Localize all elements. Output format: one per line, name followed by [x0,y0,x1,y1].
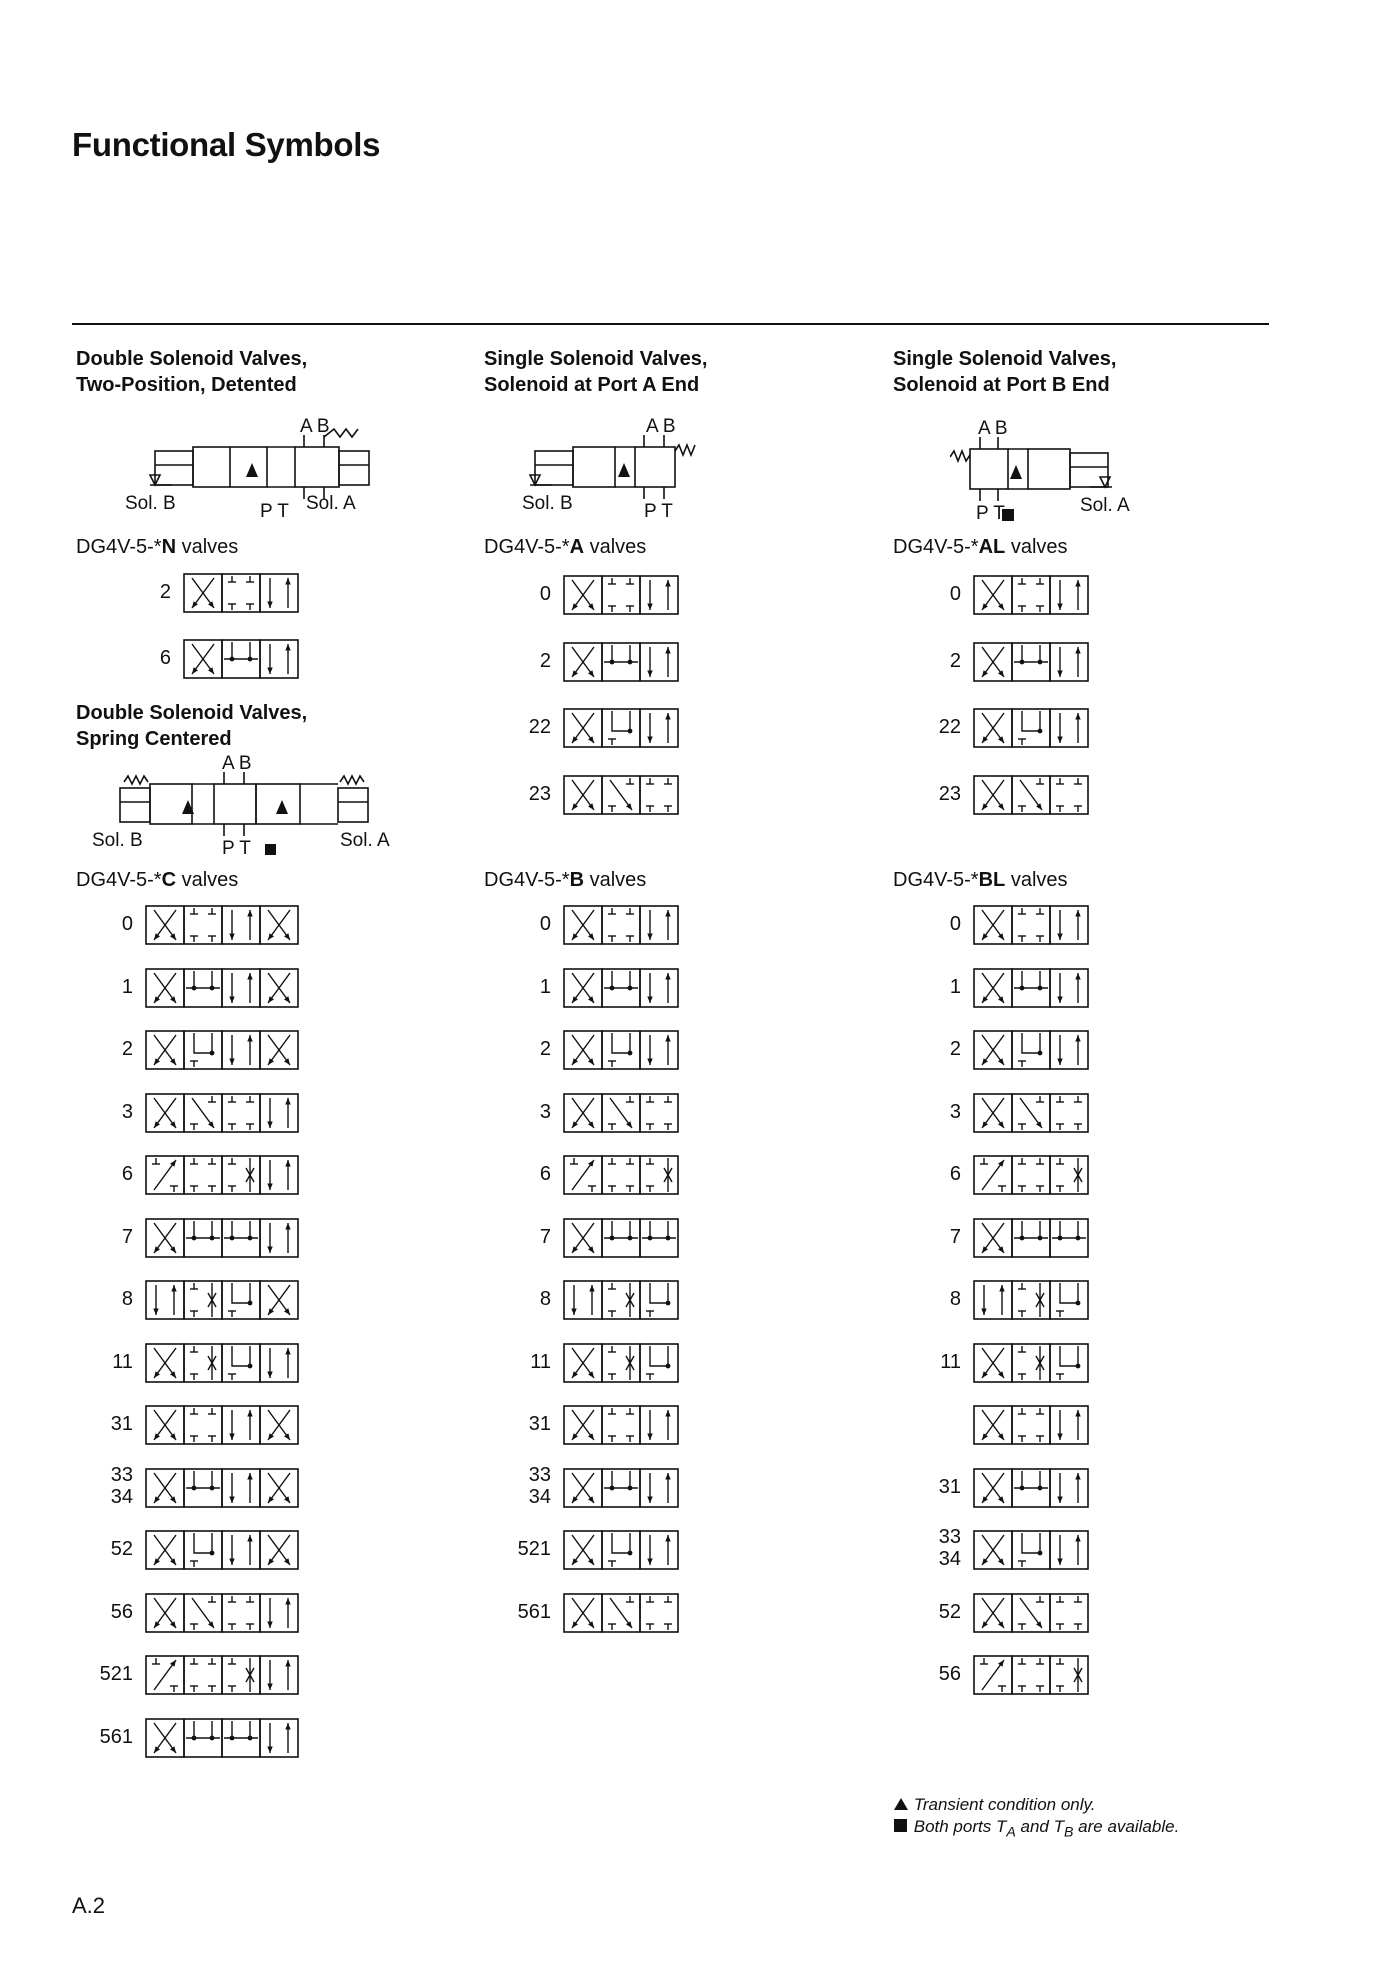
port-b-caption-b-suffix: valves [1005,869,1068,891]
valve-spool-symbol [563,642,679,682]
detented-sol-a: Sol. A [306,493,356,514]
port-a-port-pt: P T [644,501,673,522]
symbol-code-label: 0 [539,583,551,605]
port-a-valve-symbol [510,415,730,525]
valve-spool-symbol [973,642,1089,682]
valve-spool-symbol [563,968,679,1008]
port-a-caption-b-code: B [569,869,585,891]
spring-centered-caption-suffix: valves [176,869,239,891]
symbol-code-label: 11 [940,1350,961,1373]
symbol-code-label: 3 [949,1100,961,1123]
valve-spool-symbol [563,1155,679,1195]
legend-triangle-row [893,1794,1179,1816]
symbol-code-label: 6 [539,1163,551,1185]
spring-centered-sol-b: Sol. B [92,830,143,851]
symbol-code-label: 7 [949,1225,961,1248]
port-a-port-ab: A B [646,416,676,437]
port-b-caption-b-code: BL [978,869,1006,891]
port-b-caption-a-code: AL [978,536,1006,558]
valve-spool-symbol [563,1030,679,1070]
valve-spool-symbol [563,1468,679,1508]
symbol-code-label: 8 [121,1288,133,1310]
port-b-caption-a [893,535,1068,559]
valve-spool-symbol [145,1343,299,1383]
symbol-code-label: 52 [110,1538,133,1560]
valve-spool-symbol [563,775,679,815]
symbol-code-label: 1 [949,975,961,998]
symbol-code-label: 2 [949,649,961,672]
legend-square-suffix: are available. [1073,1817,1180,1836]
port-b-sol-a: Sol. A [1080,495,1130,516]
symbol-code-label: 31 [110,1413,133,1435]
symbol-code-label: 0 [949,583,961,605]
port-b-caption-b [893,868,1068,892]
valve-spool-symbol [183,573,299,613]
port-b-valve-symbol [950,417,1150,527]
symbol-code-label: 3 [539,1100,551,1123]
spring-centered-port-pt: P T [222,838,251,859]
valve-spool-symbol [563,905,679,945]
valve-spool-symbol [145,1155,299,1195]
valve-spool-symbol [145,968,299,1008]
symbol-code-label: 521 [99,1663,133,1685]
port-a-sol-b: Sol. B [522,493,573,514]
valve-spool-symbol [145,1280,299,1320]
detented-heading-line1: Double Solenoid Valves, [76,348,308,370]
symbol-code-label: 8 [539,1288,551,1310]
spring-centered-sol-a: Sol. A [340,830,390,851]
valve-spool-symbol [145,1030,299,1070]
detented-caption-suffix: valves [176,536,239,558]
valve-spool-symbol [973,708,1089,748]
symbol-code-label: 22 [528,716,551,738]
port-b-caption-b-prefix: DG4V-5-* [893,869,979,891]
valve-spool-symbol [145,905,299,945]
port-b-port-pt: P T [976,503,1005,524]
symbol-code-label: 23 [938,782,961,805]
valve-spool-symbol [973,1468,1089,1508]
detented-sol-b: Sol. B [125,493,176,514]
symbol-code-label: 2 [949,1038,961,1060]
symbol-code-label: 0 [539,913,551,935]
port-b-heading-line1: Single Solenoid Valves, [893,348,1117,370]
spring-centered-heading-line2: Spring Centered [76,728,232,750]
port-a-caption-a-suffix: valves [584,536,647,558]
spring-centered-caption [76,868,238,892]
symbol-code-label: 33 34 [938,1526,961,1570]
symbol-code-label: 11 [112,1350,133,1373]
valve-spool-symbol [973,1093,1089,1133]
symbol-code-label: 1 [539,975,551,998]
page-title: Functional Symbols [72,126,381,163]
valve-spool-symbol [145,1530,299,1570]
valve-spool-symbol [145,1093,299,1133]
valve-spool-symbol [145,1468,299,1508]
valve-spool-symbol [563,1405,679,1445]
port-a-heading [484,346,707,398]
symbol-code-label: 2 [159,581,171,603]
valve-spool-symbol [145,1593,299,1633]
detented-caption-code: N [161,536,177,558]
port-b-caption-a-suffix: valves [1005,536,1068,558]
detented-caption [76,535,238,559]
symbol-code-label: 8 [949,1288,961,1310]
spring-centered-valve-symbol [90,752,410,862]
symbol-code-label: 561 [517,1600,551,1623]
symbol-code-label: 3 [121,1100,133,1123]
port-a-caption-b-prefix: DG4V-5-* [484,869,570,891]
valve-spool-symbol [973,1030,1089,1070]
legend-square-sub-a: A [1006,1824,1016,1841]
port-a-heading-line2: Solenoid at Port A End [484,374,700,396]
valve-spool-symbol [973,1530,1089,1570]
triangle-icon [893,1797,909,1811]
port-b-heading-line2: Solenoid at Port B End [893,374,1110,396]
valve-spool-symbol [973,1218,1089,1258]
symbol-code-label: 22 [938,716,961,738]
valve-spool-symbol [563,1343,679,1383]
square-icon [893,1819,909,1833]
symbol-code-label: 33 34 [110,1463,133,1508]
valve-spool-symbol [973,1280,1089,1320]
valve-spool-symbol [563,575,679,615]
symbol-code-label: 2 [539,649,551,672]
detented-heading [76,346,307,398]
valve-spool-symbol [973,1655,1089,1695]
valve-spool-symbol [973,1343,1089,1383]
valve-spool-symbol [563,1280,679,1320]
legend-square-sub-b: B [1064,1824,1074,1841]
valve-spool-symbol [145,1655,299,1695]
spring-centered-heading [76,700,307,752]
symbol-code-label: 0 [121,913,133,935]
valve-spool-symbol [145,1218,299,1258]
symbol-code-label: 23 [528,782,551,805]
symbol-code-label: 52 [938,1600,961,1623]
symbol-code-label: 521 [517,1538,551,1560]
port-a-heading-line1: Single Solenoid Valves, [484,348,708,370]
symbol-code-label: 6 [949,1163,961,1185]
symbol-code-label: 56 [110,1600,133,1623]
port-b-port-ab: A B [978,418,1008,439]
symbol-code-label: 7 [121,1225,133,1248]
symbol-code-label: 56 [938,1663,961,1685]
valve-spool-symbol [563,1530,679,1570]
detented-port-ab: A B [300,416,330,437]
port-a-caption-a-prefix: DG4V-5-* [484,536,570,558]
symbol-code-label: 1 [121,975,133,998]
valve-spool-symbol [145,1405,299,1445]
port-b-heading [893,346,1116,398]
valve-spool-symbol [183,639,299,679]
valve-spool-symbol [973,1405,1089,1445]
symbol-code-label: 561 [99,1725,133,1748]
symbol-code-label: 6 [159,647,171,669]
port-a-caption-b [484,868,646,892]
symbol-code-label: 11 [530,1350,551,1373]
symbol-code-label: 6 [121,1163,133,1185]
valve-spool-symbol [973,775,1089,815]
spring-centered-caption-prefix: DG4V-5-* [76,869,162,891]
title-rule [72,323,1269,325]
valve-spool-symbol [973,1155,1089,1195]
detented-valve-symbol [110,415,370,525]
valve-spool-symbol [563,708,679,748]
symbol-code-label: 0 [949,913,961,935]
spring-centered-caption-code: C [161,869,177,891]
spring-centered-port-ab: A B [222,753,252,774]
legend-square-mid: and T [1015,1817,1064,1836]
page-number: A.2 [72,1893,106,1918]
valve-spool-symbol [145,1718,299,1758]
valve-spool-symbol [973,905,1089,945]
legend-square-prefix: Both ports T [913,1817,1007,1836]
symbol-code-label: 7 [539,1225,551,1248]
port-a-caption-a [484,535,646,559]
legend-triangle-text: Transient condition only. [913,1795,1096,1814]
symbol-code-label: 2 [539,1038,551,1060]
detented-heading-line2: Two-Position, Detented [76,374,297,396]
spring-centered-heading-line1: Double Solenoid Valves, [76,702,308,724]
symbol-code-label: 31 [938,1475,961,1498]
valve-spool-symbol [973,968,1089,1008]
detented-caption-prefix: DG4V-5-* [76,536,162,558]
legend-square-row [893,1816,1179,1843]
port-a-caption-b-suffix: valves [584,869,647,891]
symbol-code-label: 33 34 [528,1463,551,1508]
valve-spool-symbol [973,575,1089,615]
valve-spool-symbol [563,1593,679,1633]
detented-port-pt: P T [260,501,289,522]
valve-spool-symbol [563,1093,679,1133]
port-a-caption-a-code: A [569,536,585,558]
symbol-code-label: 2 [121,1038,133,1060]
symbol-code-label: 31 [528,1413,551,1435]
legend [893,1794,1179,1843]
valve-spool-symbol [973,1593,1089,1633]
port-b-caption-a-prefix: DG4V-5-* [893,536,979,558]
valve-spool-symbol [563,1218,679,1258]
